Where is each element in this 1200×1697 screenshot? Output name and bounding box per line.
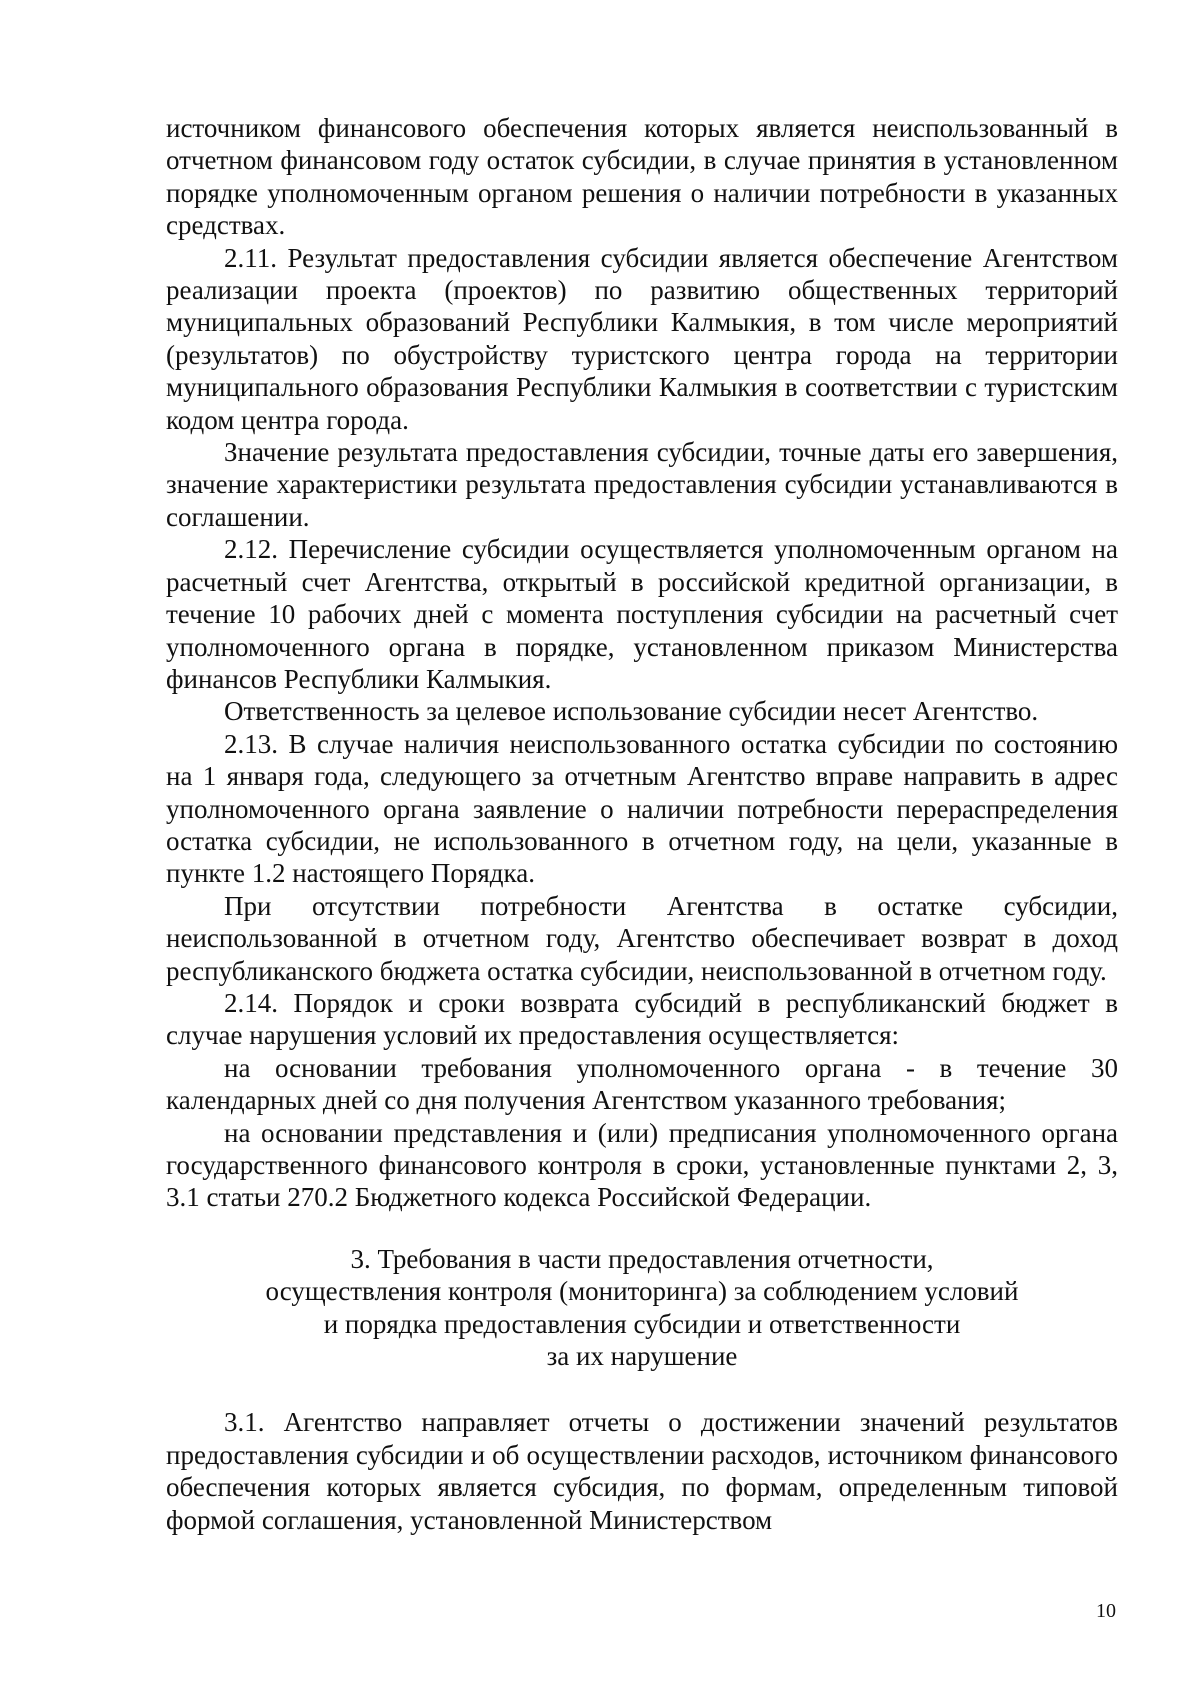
paragraph: 3.1. Агентство направляет отчеты о достижении значений результатов предоставления субсидии и об осуществлении расходов, источником финансового обеспечения которых является субсидия, по формам, определенным типовой формой соглашения, установленной Министерством	[166, 1407, 1118, 1535]
document-body	[166, 112, 1118, 1536]
heading-line: 3. Требования в части предоставления отчетности,	[350, 1243, 934, 1274]
heading-line: за их нарушение	[546, 1341, 738, 1372]
paragraph: источником финансового обеспечения которых является неиспользованный в отчетном финансовом году остаток субсидии, в случае принятия в установленном порядке уполномоченным органом решения о наличии потребности в указанных средствах.	[166, 113, 1118, 241]
paragraph: При отсутствии потребности Агентства в остатке субсидии, неиспользованной в отчетном году, Агентство обеспечивает возврат в доход республиканского бюджета остатка субсидии, неиспользованной в отчетном году.	[166, 890, 1118, 986]
heading-line: осуществления контроля (мониторинга) за соблюдением условий	[265, 1276, 1019, 1307]
paragraph: 2.11. Результат предоставления субсидии является обеспечение Агентством реализации проекта (проектов) по развитию общественных территорий муниципальных образований Республики Калмыкия, в том числе мероприятий (результатов) по обустройству туристского центра города на территории муниципального образования Республики Калмыкия в соответствии с туристским кодом центра города.	[166, 242, 1118, 435]
paragraphs-after-heading	[166, 1406, 1118, 1536]
paragraph: Ответственность за целевое использование субсидии несет Агентство.	[224, 696, 1039, 727]
paragraph: 2.12. Перечисление субсидии осуществляется уполномоченным органом на расчетный счет Агентства, открытый в российской кредитной организации, в течение 10 рабочих дней с момента поступления субсидии на расчетный счет уполномоченного органа в порядке, установленном приказом Министерства финансов Республики Калмыкия.	[166, 534, 1118, 694]
paragraph: Значение результата предоставления субсидии, точные даты его завершения, значение характеристики результата предоставления субсидии устанавливаются в соглашении.	[166, 437, 1118, 532]
paragraph: на основании требования уполномоченного органа - в течение 30 календарных дней со дня получения Агентством указанного требования;	[166, 1052, 1118, 1116]
paragraph: на основании представления и (или) предписания уполномоченного органа государственного финансового контроля в сроки, установленные пунктами 2, 3, 3.1 статьи 270.2 Бюджетного кодекса Российской Федерации.	[166, 1117, 1118, 1213]
paragraph: 2.14. Порядок и сроки возврата субсидий в республиканский бюджет в случае нарушения условий их предоставления осуществляется:	[166, 987, 1118, 1051]
paragraph: 2.13. В случае наличия неиспользованного остатка субсидии по состоянию на 1 января года, следующего за отчетным Агентство вправе направить в адрес уполномоченного органа заявление о наличии потребности перераспределения остатка субсидии, не использованного в отчетном году, на цели, указанные в пункте 1.2 настоящего Порядка.	[166, 728, 1118, 889]
section-heading	[166, 1243, 1118, 1373]
heading-line: и порядка предоставления субсидии и ответственности	[323, 1308, 961, 1339]
page-number: 10	[1096, 1600, 1116, 1622]
paragraphs-before-heading	[166, 112, 1118, 1214]
